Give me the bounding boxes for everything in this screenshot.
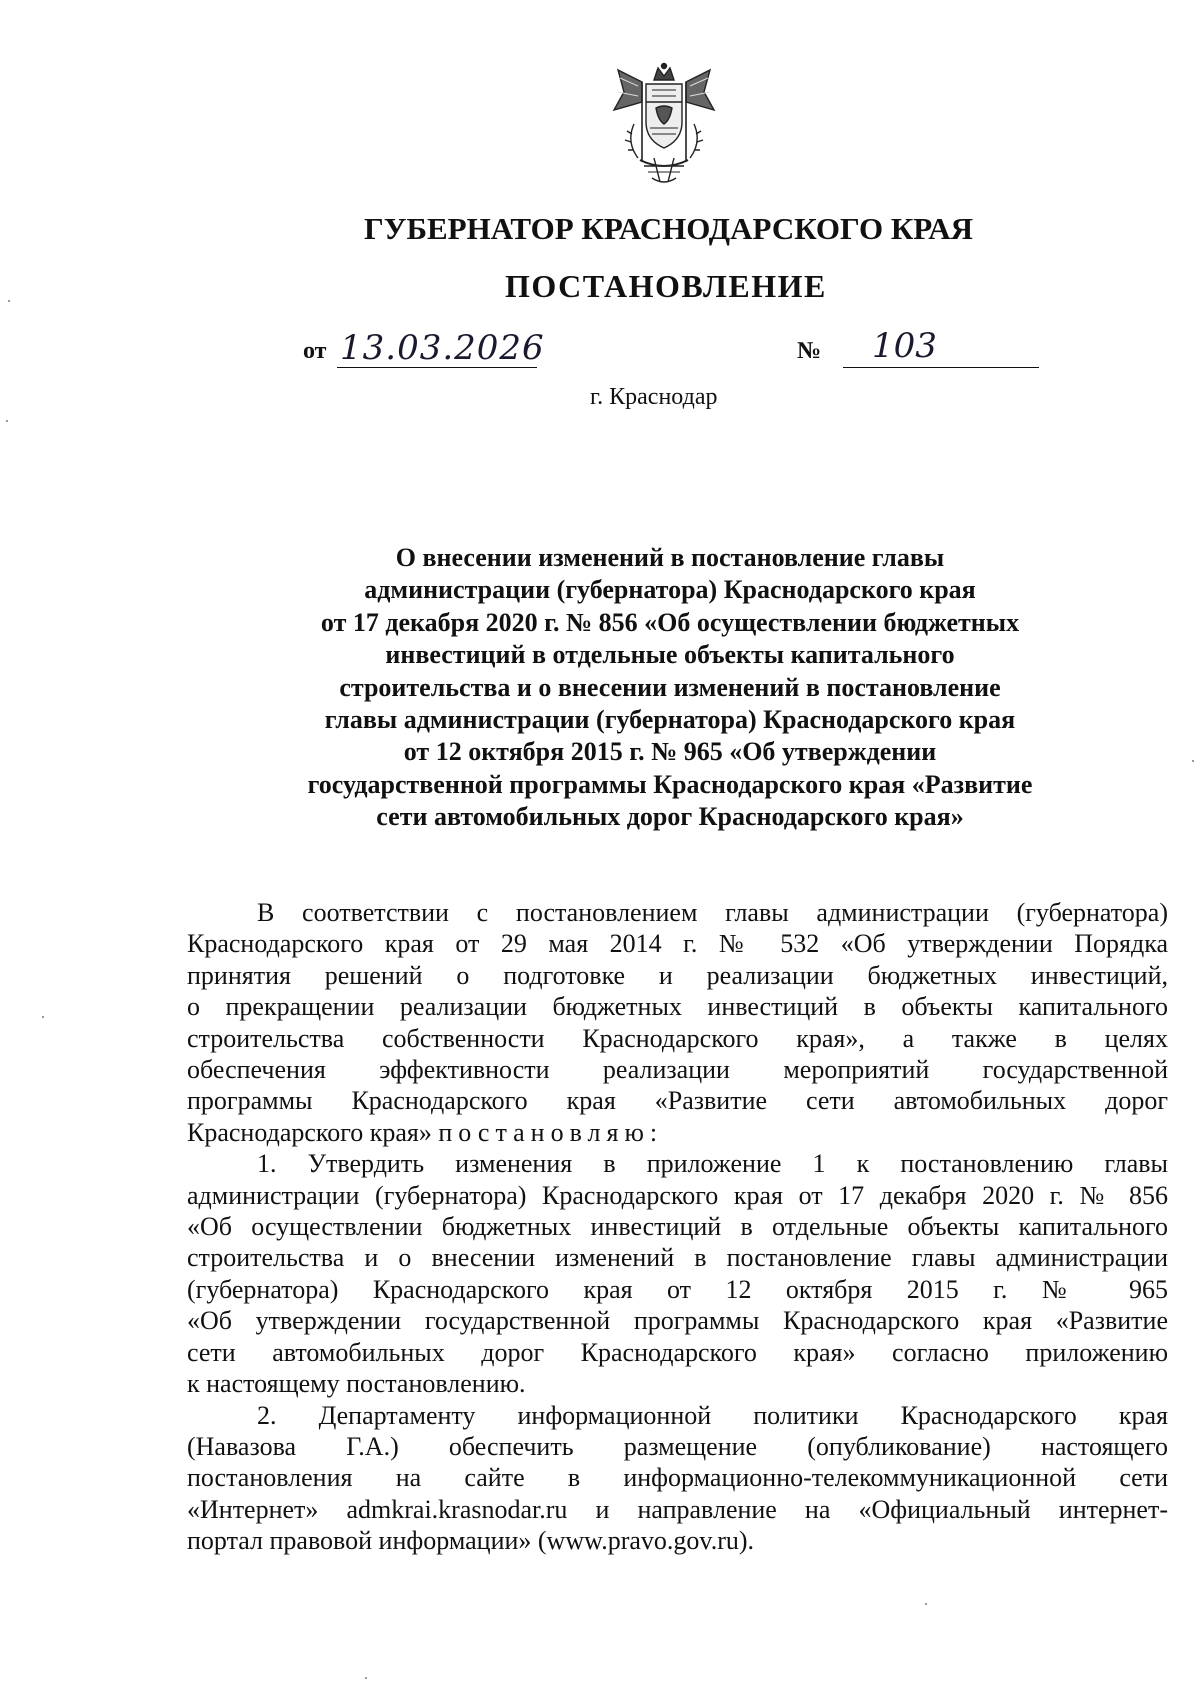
issue-city: г. Краснодар bbox=[590, 384, 718, 410]
document-title bbox=[230, 542, 1110, 834]
item2-line: (Навазова Г.А.) обеспечить размещение (опубликование) настоящего bbox=[187, 1431, 1168, 1461]
preamble-line: Краснодарского края от 29 мая 2014 г. № 532 «Об утверждении Порядка bbox=[187, 929, 1168, 959]
number-prefix: № bbox=[797, 338, 822, 364]
item1-line: администрации (губернатора) Краснодарского края от 17 декабря 2020 г. № 856 bbox=[187, 1180, 1168, 1210]
scan-speck bbox=[6, 420, 8, 422]
scan-speck bbox=[42, 1016, 44, 1018]
date-prefix: от bbox=[303, 338, 327, 364]
preamble-line: В соответствии с постановлением главы администрации (губернатора) bbox=[257, 898, 1168, 927]
title-line: администрации (губернатора) Краснодарского края bbox=[364, 575, 976, 605]
issuing-authority: ГУБЕРНАТОР КРАСНОДАРСКОГО КРАЯ bbox=[364, 211, 974, 246]
item1-line: «Об утверждении государственной программы Краснодарского края «Развитие bbox=[187, 1306, 1168, 1336]
title-line: от 12 октября 2015 г. № 965 «Об утверждении bbox=[403, 737, 937, 767]
item1-line: сети автомобильных дорог Краснодарского края» согласно приложению bbox=[187, 1337, 1168, 1367]
scan-speck bbox=[925, 1603, 927, 1605]
item2-line: постановления на сайте в информационно-телекоммуникационной сети bbox=[187, 1463, 1168, 1493]
number-underline bbox=[843, 367, 1039, 368]
item1-line: к настоящему постановлению. bbox=[187, 1369, 526, 1399]
item2-line: портал правовой информации» (www.pravo.gov.ru). bbox=[187, 1526, 755, 1556]
preamble-line: принятия решений о подготовке и реализации бюджетных инвестиций, bbox=[187, 960, 1168, 990]
title-line: от 17 декабря 2020 г. № 856 «Об осуществлении бюджетных bbox=[320, 607, 1020, 637]
title-line: О внесении изменений в постановление главы bbox=[395, 543, 945, 572]
scan-speck bbox=[365, 1677, 367, 1679]
item1-line: (губернатора) Краснодарского края от 12 октября 2015 г. № 965 bbox=[187, 1274, 1168, 1304]
preamble-line: о прекращении реализации бюджетных инвестиций в объекты капитального bbox=[187, 992, 1168, 1022]
item1-line: строительства и о внесении изменений в постановление главы администрации bbox=[187, 1243, 1168, 1273]
coat-of-arms-icon bbox=[604, 62, 724, 187]
title-line: инвестиций в отдельные объекты капитального bbox=[385, 640, 955, 670]
preamble-last-line bbox=[187, 1117, 1168, 1148]
scan-speck bbox=[1192, 760, 1194, 762]
scan-speck bbox=[8, 300, 10, 302]
title-line: государственной программы Краснодарского края «Развитие bbox=[307, 769, 1033, 799]
resolution-word: постановляю: bbox=[438, 1117, 664, 1147]
item2-line: 2. Департаменту информационной политики Краснодарского края bbox=[257, 1400, 1168, 1430]
item2-line: «Интернет» admkrai.krasnodar.ru и направление на «Официальный интернет- bbox=[187, 1494, 1168, 1524]
title-line: сети автомобильных дорог Краснодарского края» bbox=[376, 802, 964, 832]
handwritten-number: 103 bbox=[872, 326, 937, 366]
title-line: главы администрации (губернатора) Краснодарского края bbox=[324, 705, 1016, 735]
title-line: строительства и о внесении изменений в постановление bbox=[339, 672, 1001, 702]
document-type: ПОСТАНОВЛЕНИЕ bbox=[505, 268, 827, 304]
item1-line: 1. Утвердить изменения в приложение 1 к постановлению главы bbox=[257, 1149, 1168, 1179]
preamble-line: программы Краснодарского края «Развитие сети автомобильных дорог bbox=[187, 1086, 1168, 1116]
preamble-line: строительства собственности Краснодарского края», а также в целях bbox=[187, 1023, 1168, 1053]
handwritten-date: 13.03.2026 bbox=[340, 328, 545, 368]
preamble-line: обеспечения эффективности реализации мероприятий государственной bbox=[187, 1055, 1168, 1085]
document-body bbox=[187, 897, 1168, 1557]
preamble-last-text: Краснодарского края» bbox=[187, 1117, 439, 1147]
item1-line: «Об осуществлении бюджетных инвестиций в отдельные объекты капитального bbox=[187, 1212, 1168, 1242]
